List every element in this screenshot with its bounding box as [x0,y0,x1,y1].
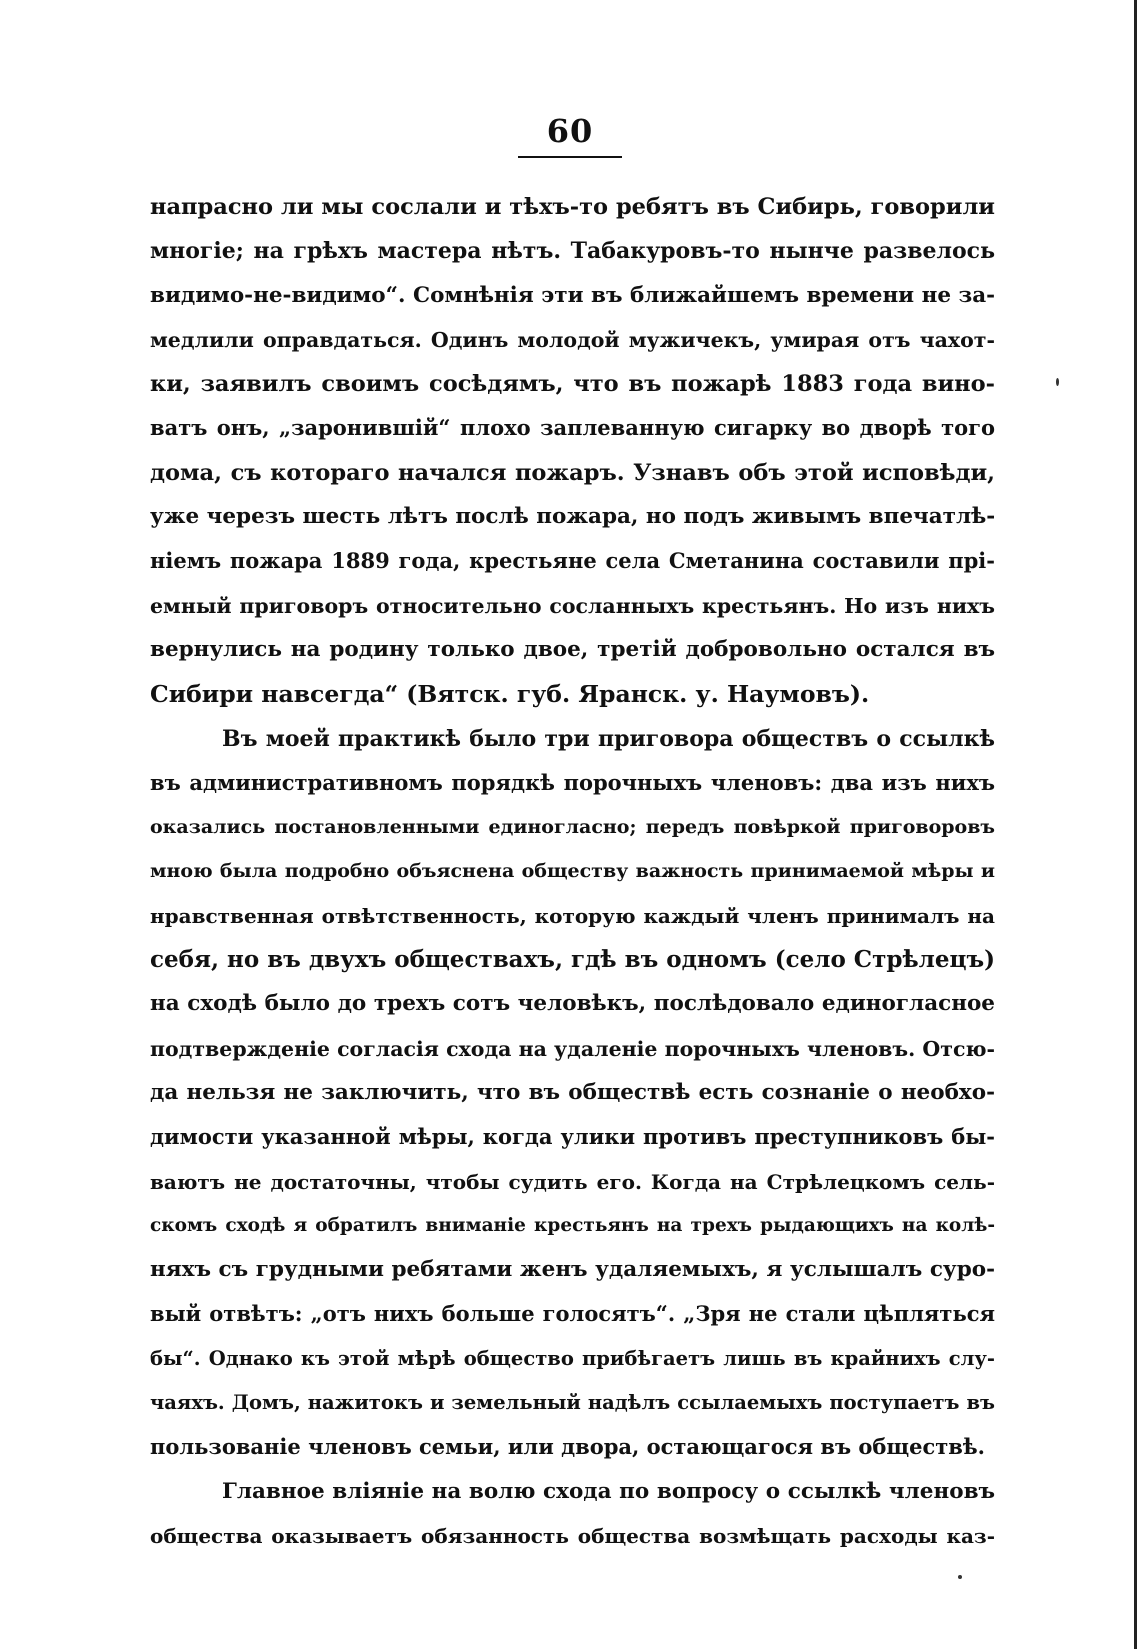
text-line: уже черезъ шесть лѣтъ послѣ пожара, но подъ живымъ впечатлѣ- [150,504,995,530]
text-line: вернулись на родину только двое, третій добровольно остался въ [150,636,995,662]
text-line: мною была подробно объяснена обществу важность принимаемой мѣры и [150,860,995,883]
scan-speck [958,1575,962,1579]
page-number-rule [518,156,622,158]
text-line: видимо-не-видимо“. Сомнѣнія эти въ ближайшемъ времени не за- [150,282,995,308]
text-line: въ административномъ порядкѣ порочныхъ членовъ: два изъ нихъ [150,769,995,795]
text-line: Главное вліяніе на волю схода по вопросу о ссылкѣ членовъ [222,1478,995,1504]
text-line: чаяхъ. Домъ, нажитокъ и земельный надѣлъ ссылаемыхъ поступаетъ въ [150,1391,995,1415]
paragraph-2 [150,717,995,1470]
text-line: ваютъ не достаточны, чтобы судить его. Когда на Стрѣлецкомъ сель- [150,1169,995,1194]
text-line: ки, заявилъ своимъ сосѣдямъ, что въ пожарѣ 1883 года вино- [150,371,995,398]
text-line: Въ моей практикѣ было три приговора обществъ о ссылкѣ [222,725,995,752]
text-line: на сходѣ было до трехъ сотъ человѣкъ, послѣдовало единогласное [150,991,995,1017]
text-line: няхъ съ грудными ребятами женъ удаляемыхъ, я услышалъ суро- [150,1257,995,1283]
text-line: вый отвѣтъ: „отъ нихъ больше голосятъ“. „Зря не стали цѣпляться [150,1301,995,1327]
text-line: пользованіе членовъ семьи, или двора, остающагося въ обществѣ. [150,1434,985,1460]
text-line: ватъ онъ, „заронившій“ плохо заплеванную сигарку во дворѣ того [150,415,995,441]
text-line: да нельзя не заключить, что въ обществѣ есть сознаніе о необхо- [150,1079,995,1105]
text-line: напрасно ли мы сослали и тѣхъ-то ребятъ въ Сибирь, говорили [150,194,995,220]
paragraph-1 [150,185,995,717]
page-number: 60 [546,112,594,150]
text-line: Сибири навсегда“ (Вятск. губ. Яранск. у. Наумовъ). [150,680,870,709]
text-line: бы“. Однако къ этой мѣрѣ общество прибѣгаетъ лишь въ крайнихъ слу- [150,1346,995,1370]
text-line: медлили оправдаться. Одинъ молодой мужичекъ, умирая отъ чахот- [150,327,995,352]
text-line: ніемъ пожара 1889 года, крестьяне села Сметанина составили прі- [150,548,995,574]
text-line: многіе; на грѣхъ мастера нѣтъ. Табакуровъ-то нынче развелось [150,238,995,265]
text-line: оказались постановленными единогласно; передъ повѣркой приговоровъ [150,816,995,839]
text-line: общества оказываетъ обязанность общества возмѣщать расходы каз- [150,1523,995,1548]
scan-edge-line [1134,0,1137,1649]
text-line: димости указанной мѣры, когда улики противъ преступниковъ бы- [150,1124,995,1150]
text-line: скомъ сходѣ я обратилъ вниманіе крестьянъ на трехъ рыдающихъ на колѣ- [150,1214,995,1236]
scan-speck [1056,378,1059,386]
text-line: дома, съ котораго начался пожаръ. Узнавъ объ этой исповѣди, [150,459,995,486]
text-line: себя, но въ двухъ обществахъ, гдѣ въ одномъ (село Стрѣлецъ) [150,946,995,974]
body-text [150,185,995,1558]
text-line: емный приговоръ относительно сосланныхъ крестьянъ. Но изъ нихъ [150,593,995,618]
text-line: нравственная отвѣтственность, которую каждый членъ принималъ на [150,903,995,928]
paragraph-3 [150,1470,995,1559]
text-line: подтвержденіе согласія схода на удаленіе порочныхъ членовъ. Отсю- [150,1036,995,1061]
